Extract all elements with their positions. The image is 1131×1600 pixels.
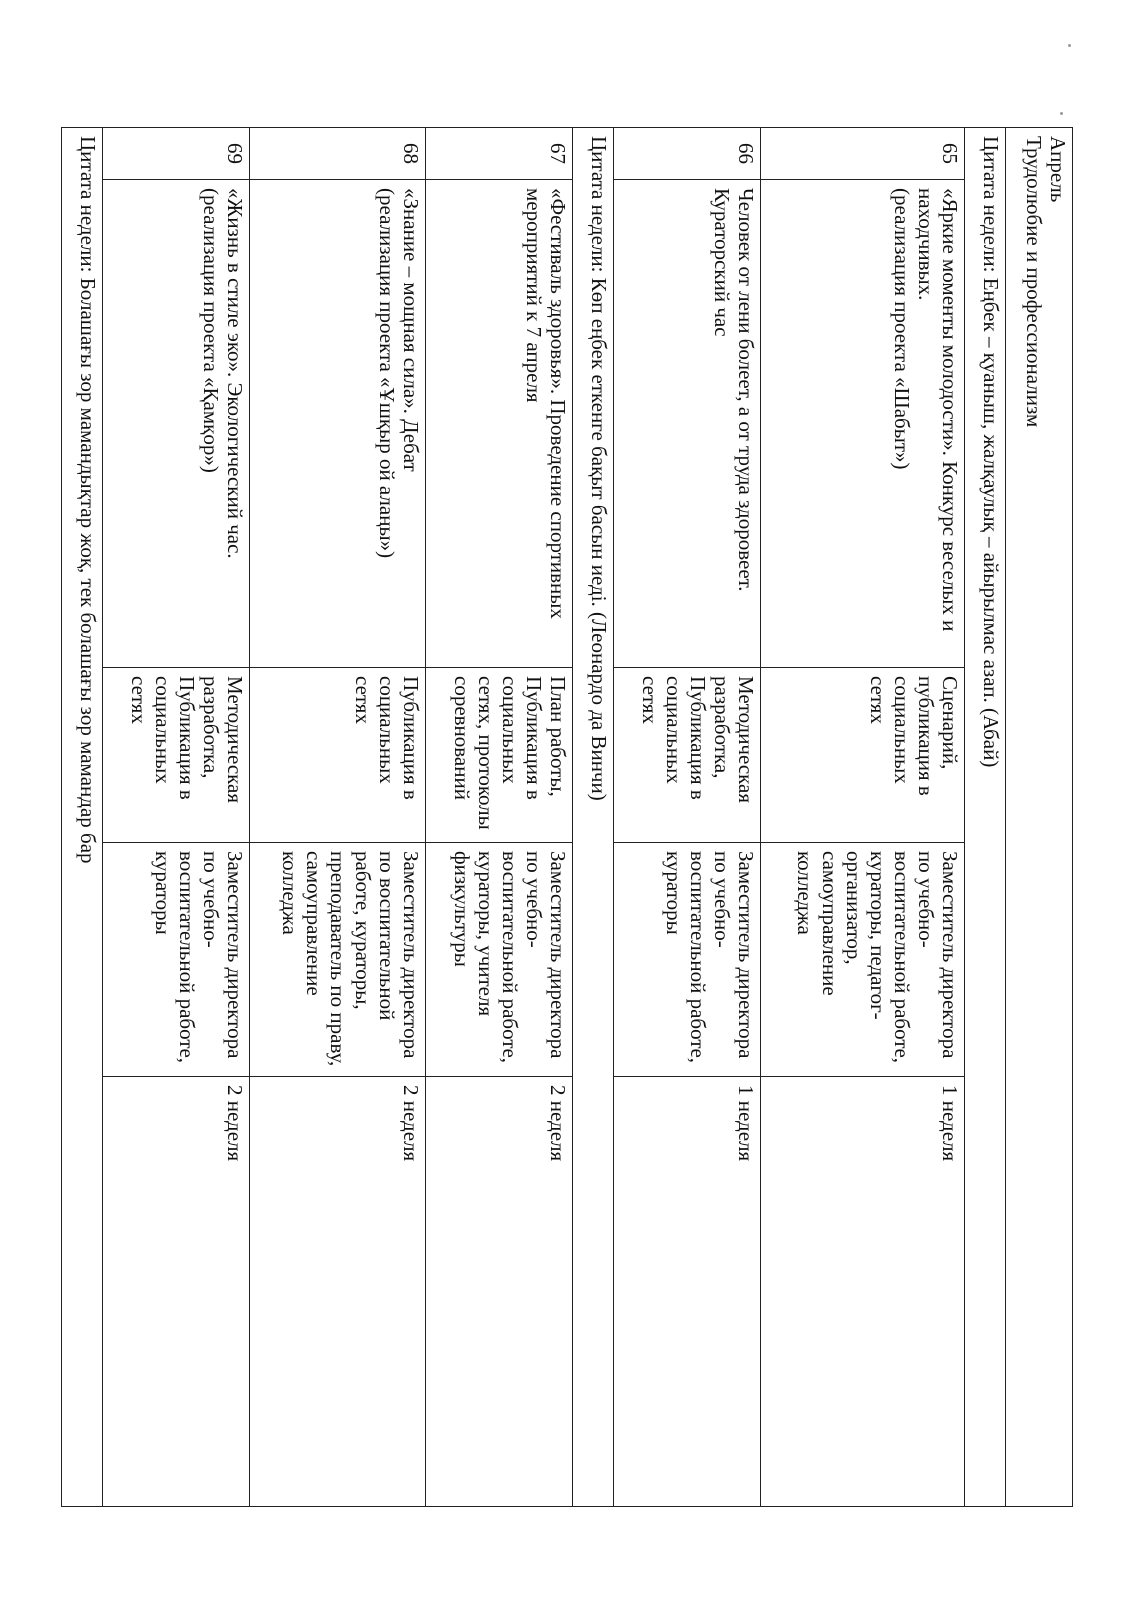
table-row <box>425 128 572 1507</box>
result-cell: Сценарий, публикация в социальных сетях <box>761 668 965 843</box>
term-cell: 2 неделя <box>425 1077 572 1507</box>
row-number: 67 <box>425 128 572 180</box>
month-header-row <box>1006 128 1073 1507</box>
week-quote: Цитата недели: Көп еңбек еткенге бақыт басын иеді. (Леонардо да Винчи) <box>573 128 614 1507</box>
row-number: 69 <box>103 128 250 180</box>
table-row <box>103 128 250 1507</box>
responsible-cell: Заместитель директора по учебно-воспитательной работе, кураторы <box>103 843 250 1077</box>
responsible-cell: Заместитель директора по воспитательной работе, кураторы, преподаватель по праву, самоуправление колледжа <box>250 843 426 1077</box>
event-note: (реализация проекта «Қамқор») <box>199 188 224 473</box>
table-row <box>761 128 965 1507</box>
table-row <box>614 128 761 1507</box>
term-cell: 1 неделя <box>761 1077 965 1507</box>
event-title: Человек от лени болеет, а от труда здоровеет. Кураторский час <box>710 188 759 592</box>
week-quote-row <box>573 128 614 1507</box>
event-title: «Знание – мощная сила». Дебат <box>398 188 423 472</box>
row-number: 65 <box>761 128 965 180</box>
month-header-cell <box>1006 128 1073 1507</box>
rotated-document-page <box>61 127 1073 1507</box>
scan-speck <box>1068 44 1071 47</box>
event-title: «Яркие моменты молодости». Конкурс веселых и находчивых. <box>914 188 963 632</box>
month-label: Апрель <box>1046 136 1070 203</box>
week-quote-row <box>62 128 103 1507</box>
table-row <box>250 128 426 1507</box>
event-cell <box>103 180 250 668</box>
term-cell: 2 неделя <box>250 1077 426 1507</box>
responsible-cell: Заместитель директора по учебно-воспитательной работе, кураторы <box>614 843 761 1077</box>
event-cell <box>250 180 426 668</box>
result-cell: Методическая разработка, Публикация в социальных сетях <box>103 668 250 843</box>
week-quote-row <box>965 128 1006 1507</box>
term-cell: 1 неделя <box>614 1077 761 1507</box>
theme-label: Трудолюбие и профессионализм <box>1021 136 1046 428</box>
responsible-cell: Заместитель директора по учебно-воспитательной работе, кураторы, педагог-организатор, самоуправление колледжа <box>761 843 965 1077</box>
row-number: 66 <box>614 128 761 180</box>
responsible-cell: Заместитель директора по учебно-воспитательной работе, кураторы, учителя физкультуры <box>425 843 572 1077</box>
event-note: (реализация проекта «Ұшқыр ой алаңы») <box>374 188 399 559</box>
event-cell <box>761 180 965 668</box>
event-cell <box>614 180 761 668</box>
result-cell: Методическая разработка, Публикация в социальных сетях <box>614 668 761 843</box>
event-title: «Фестиваль здоровья». Проведение спортивных мероприятий к 7 апреля <box>522 188 571 619</box>
row-number: 68 <box>250 128 426 180</box>
event-note: (реализация проекта «Шабыт») <box>889 188 914 470</box>
event-title: «Жизнь в стиле эко». Экологический час. <box>223 188 248 559</box>
event-cell <box>425 180 572 668</box>
footer-week-quote: Цитата недели: Болашағы зор мамандықтар жоқ, тек болашағы зор мамандар бар <box>62 128 103 1507</box>
result-cell: Публикация в социальных сетях <box>250 668 426 843</box>
term-cell: 2 неделя <box>103 1077 250 1507</box>
activity-plan-table <box>61 127 1073 1507</box>
result-cell: План работы, Публикация в социальных сетях, протоколы соревнований <box>425 668 572 843</box>
scan-speck <box>1060 112 1063 115</box>
week-quote: Цитата недели: Еңбек – қуаныш, жалқаулық – айырылмас азап. (Абай) <box>965 128 1006 1507</box>
